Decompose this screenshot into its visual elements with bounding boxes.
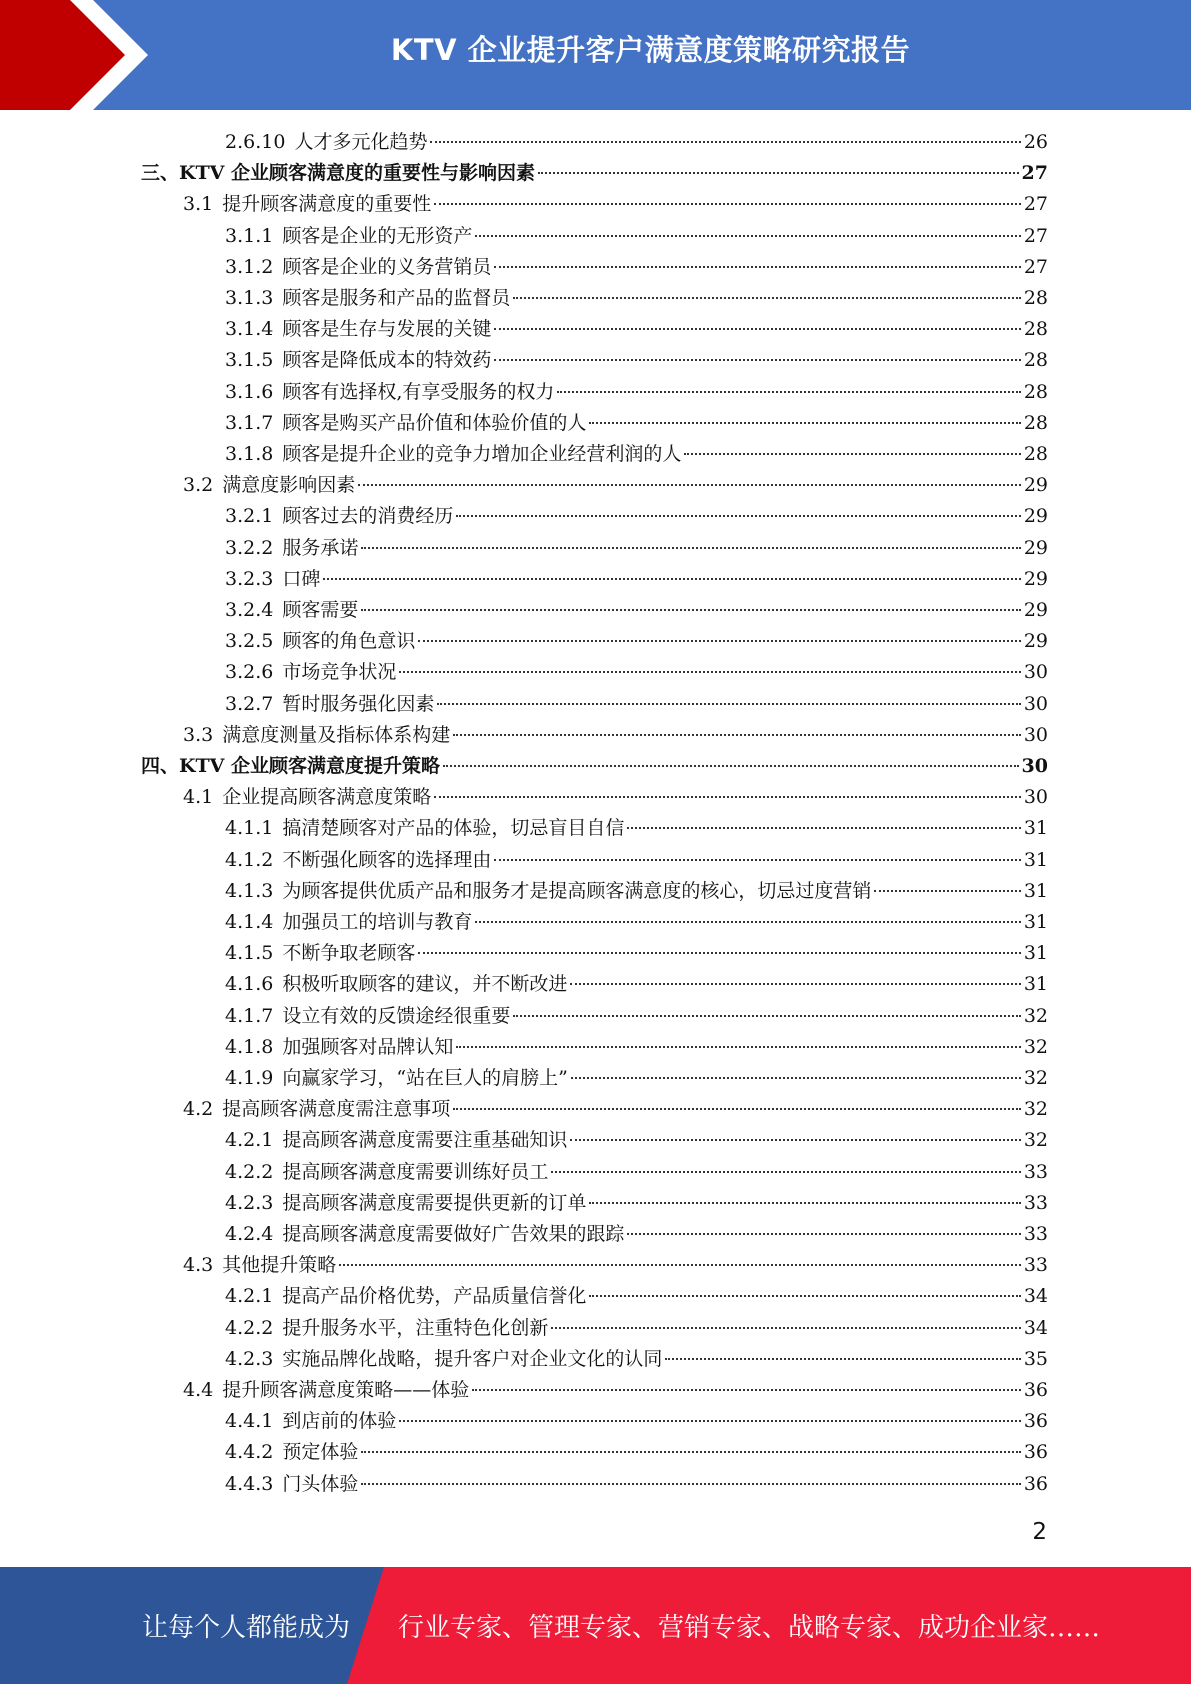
toc-entry[interactable] [225,1437,1048,1468]
toc-entry-number: 4.4 [183,1379,214,1401]
header-title: KTV 企业提升客户满意度策略研究报告 [390,33,911,67]
toc-entry[interactable] [225,221,1048,252]
toc-dot-leader [570,1139,1020,1141]
toc-entry[interactable] [225,813,1048,844]
toc-entry-number: 3.2.4 [225,599,274,621]
toc-dot-leader [494,359,1020,361]
toc-entry-title: 门头体验 [282,1472,359,1495]
toc-entry-title: 顾客是生存与发展的关键 [282,318,492,341]
toc-entry[interactable] [225,969,1048,1000]
toc-dot-leader [665,1358,1020,1360]
toc-entry-page: 31 [1023,817,1048,840]
toc-dot-leader [513,297,1020,299]
toc-dot-leader [399,671,1020,673]
toc-dot-leader [453,734,1021,736]
toc-entry-number: 3.1 [183,193,214,216]
toc-entry-page: 34 [1023,1285,1048,1308]
toc-entry[interactable] [183,720,1048,751]
toc-entry-title: 不断强化顾客的选择理由 [282,848,492,871]
toc-entry-page: 28 [1023,380,1048,403]
toc-entry-title: 提升服务水平，注重特色化创新 [282,1316,549,1339]
toc-entry-title: 口碑 [282,567,321,590]
toc-entry-number: 4.4.1 [225,1410,274,1433]
toc-entry[interactable] [225,1281,1048,1312]
toc-entry[interactable] [225,876,1048,907]
toc-entry-number: 4.2.3 [225,1347,274,1370]
toc-entry-number: 3.1.3 [225,287,274,309]
toc-entry[interactable] [225,1313,1048,1344]
toc-entry-number: 3.2.2 [225,536,274,559]
toc-entry-number: 4.1 [183,786,214,809]
toc-entry-number: 3.3 [183,723,214,746]
toc-entry-page: 36 [1023,1441,1048,1464]
toc-entry[interactable] [225,657,1048,688]
toc-dot-leader [494,328,1020,330]
toc-entry-title: 顾客是提升企业的竞争力增加企业经营利润的人 [282,443,682,465]
toc-entry-title: 提升顾客满意度策略——体验 [222,1379,470,1401]
toc-entry-title: 积极听取顾客的建议，并不断改进 [282,973,568,996]
toc-entry-number: 3.2.6 [225,661,274,684]
toc-entry-page: 30 [1023,692,1048,715]
toc-entry-title: 到店前的体验 [282,1410,397,1433]
toc-entry-title: 市场竞争状况 [282,661,397,684]
toc-entry-title: 暂时服务强化因素 [282,692,435,715]
toc-dot-leader [418,952,1020,954]
toc-entry-page: 32 [1023,1098,1048,1121]
toc-entry-number: 3.1.1 [225,224,274,247]
toc-entry-number: 4.4.2 [225,1441,274,1464]
toc-entry-page: 30 [1023,661,1048,684]
toc-entry-title: 向赢家学习，“站在巨人的肩膀上” [282,1067,568,1089]
toc-entry-title: 提高产品价格优势，产品质量信誉化 [282,1285,587,1308]
toc-entry-number: 4.2.3 [225,1191,274,1214]
toc-entry-page: 28 [1023,287,1048,309]
toc-entry[interactable] [225,439,1048,470]
toc-dot-leader [323,578,1020,580]
toc-entry-title: 顾客有选择权,有享受服务的权力 [282,380,555,403]
toc-entry-page: 31 [1023,973,1048,996]
toc-entry-title: 顾客的角色意识 [282,630,416,653]
toc-entry-number: 4.1.4 [225,911,274,933]
toc-entry-number: 2.6.10 [225,131,286,153]
toc-entry[interactable] [225,1063,1048,1094]
page-footer [0,1567,1191,1684]
toc-entry-page: 31 [1023,879,1048,902]
toc-entry-page: 27 [1023,224,1048,247]
toc-dot-leader [434,203,1021,205]
toc-dot-leader [589,1295,1020,1297]
toc-entry[interactable] [183,189,1048,220]
toc-entry-number: 3.2.5 [225,630,274,653]
toc-entry-page: 36 [1023,1379,1048,1401]
toc-entry[interactable] [225,533,1048,564]
toc-entry[interactable] [183,1250,1048,1281]
toc-entry-title: 提高顾客满意度需注意事项 [222,1098,451,1121]
toc-dot-leader [456,515,1020,517]
toc-entry[interactable] [225,907,1048,938]
toc-entry-page: 33 [1023,1254,1048,1277]
toc-dot-leader [627,827,1020,829]
toc-entry-number: 3.1.7 [225,411,274,434]
toc-entry-number: 3.2 [183,474,214,497]
toc-entry-page: 28 [1023,349,1048,372]
toc-entry-page: 32 [1023,1035,1048,1058]
toc-entry[interactable] [225,127,1048,158]
toc-entry-page: 28 [1023,318,1048,341]
toc-entry-title: 四、KTV 企业顾客满意度提升策略 [141,755,441,777]
footer-slogan-left: 让每个人都能成为 [142,1613,351,1643]
toc-entry-title: 加强员工的培训与教育 [282,911,473,933]
toc-entry[interactable] [225,501,1048,532]
toc-entry-title: 其他提升策略 [222,1254,337,1277]
toc-entry-title: 搞清楚顾客对产品的体验，切忌盲目自信 [282,817,625,840]
toc-dot-leader [443,765,1019,767]
toc-entry[interactable] [225,345,1048,376]
toc-entry[interactable] [225,1344,1048,1375]
toc-entry-title: 不断争取老顾客 [282,942,416,965]
toc-entry-page: 35 [1023,1347,1048,1370]
toc-dot-leader [494,266,1020,268]
toc-entry-number: 3.1.2 [225,255,274,278]
toc-dot-leader [339,1264,1021,1266]
toc-entry-page: 33 [1023,1223,1048,1245]
page-number: 2 [1032,1519,1047,1545]
toc-entry-page: 32 [1023,1129,1048,1152]
toc-entry-page: 36 [1023,1410,1048,1433]
toc-dot-leader [557,391,1020,393]
toc-entry[interactable] [225,1001,1048,1032]
toc-dot-leader [399,1420,1020,1422]
toc-entry-page: 28 [1023,411,1048,434]
toc-dot-leader [361,547,1020,549]
toc-entry-title: 顾客是服务和产品的监督员 [282,287,511,309]
toc-entry[interactable] [183,782,1048,813]
toc-entry-number: 3.1.6 [225,380,274,403]
toc-entry-number: 4.2 [183,1098,214,1121]
toc-dot-leader [589,1202,1020,1204]
toc-entry-number: 4.1.9 [225,1067,274,1089]
toc-entry-number: 4.2.1 [225,1129,274,1152]
toc-entry[interactable] [141,751,1048,782]
toc-entry-title: 提高顾客满意度需要训练好员工 [282,1160,549,1183]
toc-entry[interactable] [183,1375,1048,1406]
toc-entry-page: 31 [1023,942,1048,965]
toc-dot-leader [361,1451,1020,1453]
toc-entry-title: 满意度测量及指标体系构建 [222,723,451,746]
toc-entry[interactable] [225,314,1048,345]
toc-entry-page: 29 [1023,474,1048,497]
toc-dot-leader [551,1171,1020,1173]
toc-entry[interactable] [225,689,1048,720]
toc-entry[interactable] [183,1094,1048,1125]
toc-entry-title: 预定体验 [282,1441,359,1464]
toc-entry-number: 4.2.2 [225,1160,274,1183]
toc-entry-number: 4.1.8 [225,1035,274,1058]
toc-entry[interactable] [225,564,1048,595]
toc-dot-leader [538,172,1019,174]
toc-dot-leader [494,859,1020,861]
toc-entry[interactable] [225,377,1048,408]
toc-entry[interactable] [225,1032,1048,1063]
toc-entry-page: 36 [1023,1472,1048,1495]
toc-entry-number: 4.1.1 [225,817,274,840]
toc-entry-page: 26 [1023,131,1048,153]
toc-entry[interactable] [225,1125,1048,1156]
toc-dot-leader [475,921,1020,923]
toc-entry-page: 31 [1023,848,1048,871]
toc-entry-title: 提升顾客满意度的重要性 [222,193,432,216]
toc-entry-title: 提高顾客满意度需要注重基础知识 [282,1129,568,1152]
toc-entry-page: 27 [1023,255,1048,278]
toc-entry-page: 32 [1023,1067,1048,1089]
toc-entry[interactable] [225,1469,1048,1500]
toc-entry-title: 顾客是企业的义务营销员 [282,255,492,278]
toc-dot-leader [570,983,1020,985]
toc-entry-page: 29 [1023,567,1048,590]
toc-entry[interactable] [225,408,1048,439]
toc-entry-page: 27 [1023,193,1048,216]
toc-entry[interactable] [225,283,1048,314]
toc-entry-page: 28 [1023,443,1048,465]
toc-entry-page: 33 [1023,1160,1048,1183]
toc-entry-number: 3.2.7 [225,692,274,715]
toc-entry-number: 4.1.3 [225,879,274,902]
toc-entry[interactable] [225,1219,1048,1250]
toc-entry-page: 30 [1021,755,1048,777]
toc-entry-title: 人才多元化趋势 [294,131,428,153]
toc-entry[interactable] [225,845,1048,876]
toc-entry-page: 29 [1023,630,1048,653]
toc-entry-title: 顾客是降低成本的特效药 [282,349,492,372]
toc-entry-title: 满意度影响因素 [222,474,356,497]
toc-entry[interactable] [225,252,1048,283]
toc-entry-number: 4.2.4 [225,1223,274,1245]
toc-entry[interactable] [141,158,1048,189]
toc-entry-number: 4.3 [183,1254,214,1277]
page-header [0,0,1191,110]
toc-entry-page: 27 [1021,162,1048,185]
toc-entry-title: 顾客是购买产品价值和体验价值的人 [282,411,587,434]
toc-dot-leader [684,453,1020,455]
toc-dot-leader [472,1389,1021,1391]
toc-entry[interactable] [225,1157,1048,1188]
toc-entry[interactable] [225,595,1048,626]
toc-entry-page: 30 [1023,786,1048,809]
footer-slogan-right: 行业专家、管理专家、营销专家、战略专家、成功企业家…… [398,1613,1101,1643]
toc-dot-leader [475,235,1020,237]
toc-entry-page: 34 [1023,1316,1048,1339]
toc-dot-leader [571,1077,1021,1079]
toc-entry[interactable] [225,1406,1048,1437]
toc-entry-page: 29 [1023,599,1048,621]
toc-entry[interactable] [225,626,1048,657]
toc-entry-title: 设立有效的反馈途经很重要 [282,1004,511,1027]
toc-dot-leader [551,1327,1020,1329]
toc-entry-number: 3.2.1 [225,505,274,528]
toc-entry-page: 33 [1023,1191,1048,1214]
toc-entry[interactable] [183,470,1048,501]
toc-entry-title: 提高顾客满意度需要做好广告效果的跟踪 [282,1223,625,1245]
toc-entry-number: 3.2.3 [225,567,274,590]
toc-entry-number: 4.1.2 [225,848,274,871]
toc-dot-leader [453,1108,1021,1110]
toc-entry-number: 4.1.7 [225,1004,274,1027]
toc-entry-title: 实施品牌化战略，提升客户对企业文化的认同 [282,1347,663,1370]
toc-entry-number: 3.1.8 [225,443,274,465]
toc-entry-title: 提高顾客满意度需要提供更新的订单 [282,1191,587,1214]
toc-dot-leader [437,703,1020,705]
toc-entry-number: 4.1.5 [225,942,274,965]
toc-entry-number: 4.4.3 [225,1472,274,1495]
toc-entry-title: 顾客是企业的无形资产 [282,224,473,247]
toc-entry-number: 3.1.4 [225,318,274,341]
toc-entry[interactable] [225,938,1048,969]
toc-entry-number: 4.2.1 [225,1285,274,1308]
toc-dot-leader [589,422,1020,424]
toc-dot-leader [627,1233,1020,1235]
toc-dot-leader [513,1015,1020,1017]
toc-entry-page: 29 [1023,536,1048,559]
toc-entry-number: 4.1.6 [225,973,274,996]
toc-entry-page: 32 [1023,1004,1048,1027]
toc-entry-page: 31 [1023,911,1048,933]
toc-entry-title: 顾客需要 [282,599,359,621]
toc-entry[interactable] [225,1188,1048,1219]
toc-entry-title: 顾客过去的消费经历 [282,505,454,528]
toc-entry-title: 三、KTV 企业顾客满意度的重要性与影响因素 [141,162,536,185]
toc-entry-page: 30 [1023,723,1048,746]
toc-entry-number: 4.2.2 [225,1316,274,1339]
toc-dot-leader [358,484,1021,486]
toc-dot-leader [874,890,1020,892]
toc-entry-page: 29 [1023,505,1048,528]
toc-dot-leader [434,796,1021,798]
toc-entry-title: 加强顾客对品牌认知 [282,1035,454,1058]
toc-dot-leader [430,141,1020,143]
toc-entry-number: 3.1.5 [225,349,274,372]
toc-dot-leader [361,609,1020,611]
toc-dot-leader [418,640,1020,642]
toc-dot-leader [361,1483,1020,1485]
toc-entry-title: 服务承诺 [282,536,359,559]
toc-entry-title: 企业提高顾客满意度策略 [222,786,432,809]
toc-dot-leader [456,1046,1020,1048]
toc-entry-title: 为顾客提供优质产品和服务才是提高顾客满意度的核心，切忌过度营销 [282,879,872,902]
